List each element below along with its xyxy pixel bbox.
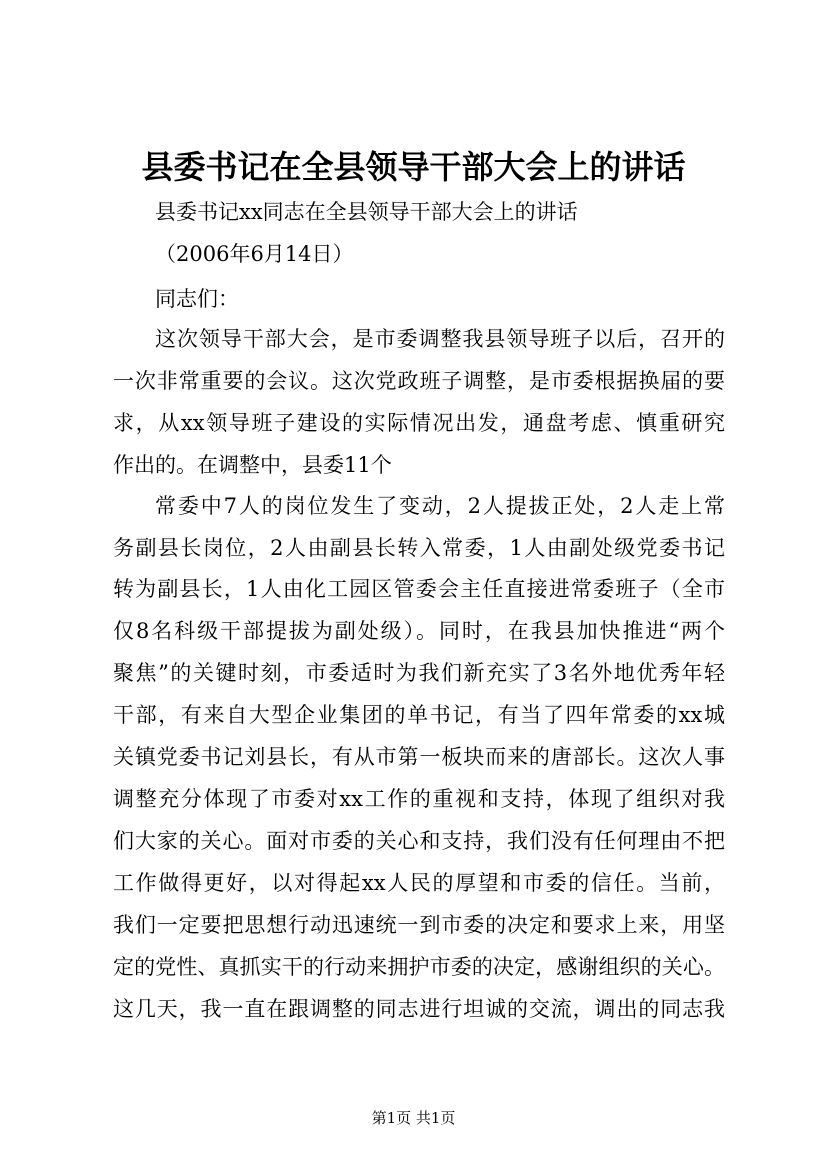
document-date: （2006年6月14日）	[155, 242, 354, 266]
document-title: 县委书记在全县领导干部大会上的讲话	[141, 148, 686, 186]
document-subtitle: 县委书记xx同志在全县领导干部大会上的讲话	[155, 200, 578, 224]
salutation: 同志们：	[155, 287, 239, 311]
paragraph-line: 一次非常重要的会议。这次党政班子调整，是市委根据换届的要	[113, 369, 725, 393]
paragraph-line: 这次领导干部大会，是市委调整我县领导班子以后，召开的	[155, 327, 725, 351]
paragraph-line: 我们一定要把思想行动迅速统一到市委的决定和要求上来，用坚	[113, 913, 725, 937]
paragraph-line: 这几天，我一直在跟调整的同志进行坦诚的交流，调出的同志我	[113, 997, 725, 1021]
paragraph-line: 定的党性、真抓实干的行动来拥护市委的决定，感谢组织的关心。	[113, 955, 725, 979]
paragraph-line: 关镇党委书记刘县长，有从市第一板块而来的唐部长。这次人事	[113, 745, 725, 769]
paragraph-line: 转为副县长，1人由化工园区管委会主任直接进常委班子（全市	[113, 577, 725, 601]
paragraph-line: 常委中7人的岗位发生了变动，2人提拔正处，2人走上常	[155, 494, 725, 518]
paragraph-line: 工作做得更好，以对得起xx人民的厚望和市委的信任。当前，	[113, 871, 725, 895]
paragraph-line: 们大家的关心。面对市委的关心和支持，我们没有任何理由不把	[113, 829, 725, 853]
paragraph-line: 调整充分体现了市委对xx工作的重视和支持，体现了组织对我	[113, 787, 725, 811]
paragraph-line: 务副县长岗位，2人由副县长转入常委，1人由副处级党委书记	[113, 536, 725, 560]
paragraph-line: 干部，有来自大型企业集团的单书记，有当了四年常委的xx城	[113, 703, 725, 727]
paragraph-line: 作出的。在调整中，县委11个	[113, 453, 392, 477]
paragraph-line: 聚焦”的关键时刻，市委适时为我们新充实了3名外地优秀年轻	[113, 661, 725, 685]
paragraph-line: 求，从xx领导班子建设的实际情况出发，通盘考虑、慎重研究	[113, 411, 725, 435]
paragraph-line: 仅8名科级干部提拔为副处级）。同时，在我县加快推进“两个	[113, 619, 725, 643]
page-number: 第1页 共1页	[371, 1109, 456, 1127]
